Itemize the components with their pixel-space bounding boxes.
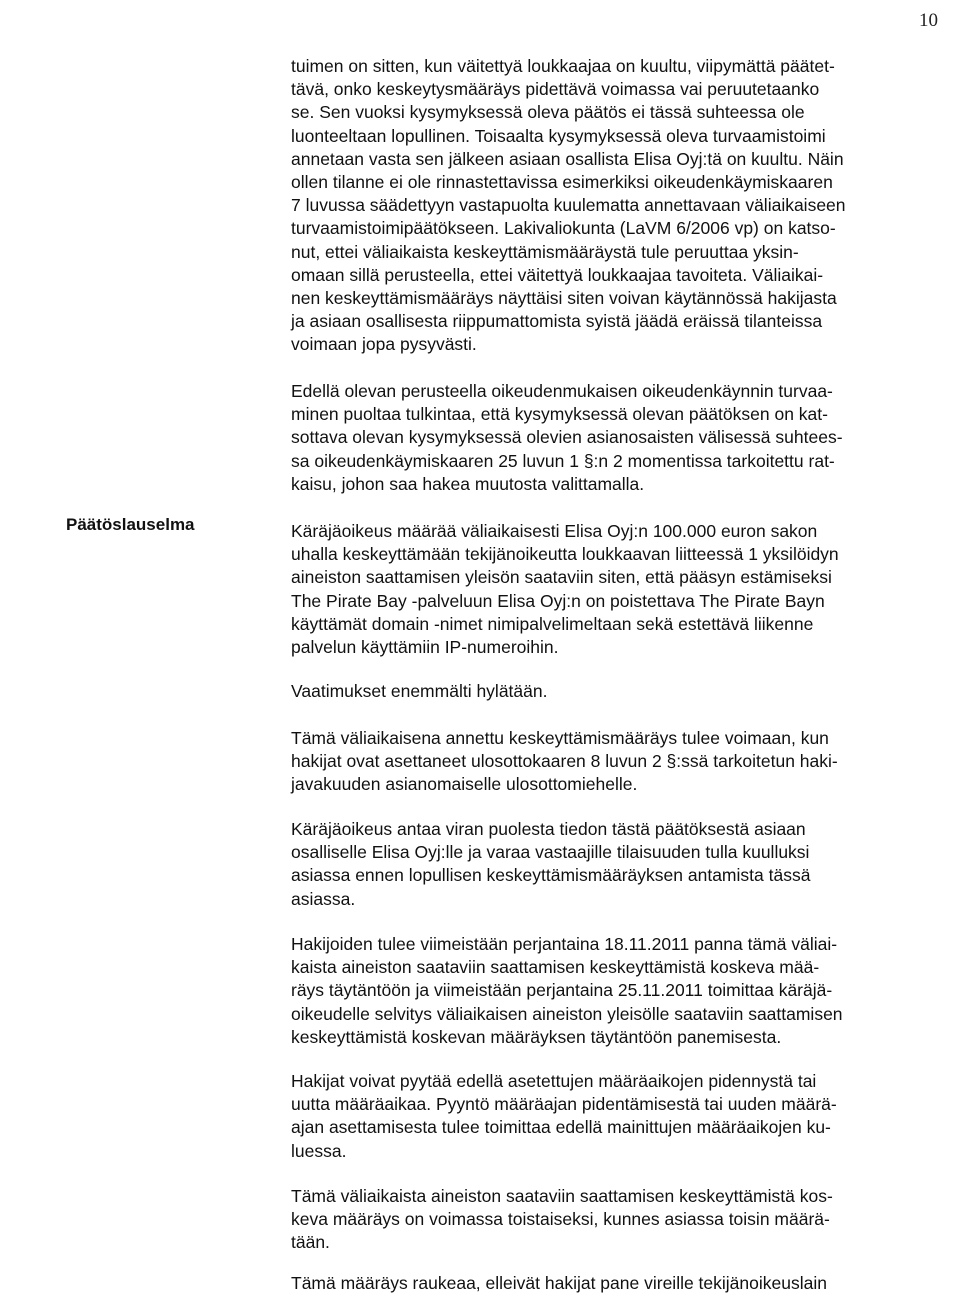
text-line: osalliselle Elisa Oyj:lle ja varaa vastaajille tilaisuuden tulla kuulluksi	[291, 842, 810, 863]
paragraph	[291, 727, 931, 797]
text-line: kaisu, johon saa hakea muutosta valittamalla.	[291, 473, 645, 494]
text-line: luonteeltaan lopullinen. Toisaalta kysymyksessä oleva turvaamistoimi	[291, 125, 826, 146]
text-line: Tämä väliaikaisena annettu keskeyttämismääräys tulee voimaan, kun	[291, 728, 829, 748]
text-line: ajan asettamisesta tulee toimittaa edellä mainittujen määräaikojen ku-	[291, 1117, 831, 1138]
text-line: Hakijoiden tulee viimeistään perjantaina 18.11.2011 panna tämä väliai-	[291, 934, 838, 954]
paragraph	[291, 1070, 931, 1163]
text-line: javakuuden asianomaiselle ulosottomiehelle.	[291, 774, 638, 795]
text-line: asiassa ennen lopullisen keskeyttämismääräyksen antamista tässä	[291, 865, 811, 886]
text-line: asiassa.	[291, 888, 356, 909]
text-line: Käräjäoikeus antaa viran puolesta tiedon tästä päätöksestä asiaan	[291, 819, 806, 839]
text-line: annetaan vasta sen jälkeen asiaan osallista Elisa Oyj:tä on kuultu. Näin	[291, 148, 844, 169]
text-line: omaan sillä perusteella, ettei väitettyä loukkaajaa tavoiteta. Väliaikai-	[291, 264, 824, 285]
text-line: uutta määräaikaa. Pyyntö määräajan pidentämisestä tai uuden määrä-	[291, 1094, 837, 1115]
text-line: palvelun käyttämiin IP-numeroihin.	[291, 637, 559, 658]
text-line: ollen tilanne ei ole rinnastettavissa esimerkiksi oikeudenkäymiskaaren	[291, 172, 833, 193]
paragraph	[291, 933, 931, 1049]
text-line: Edellä olevan perusteella oikeudenmukaisen oikeudenkäynnin turvaa-	[291, 381, 833, 401]
page-number: 10	[919, 10, 938, 31]
text-line: kaista aineiston saataviin saattamisen keskeyttämistä koskeva mää-	[291, 957, 820, 978]
text-line: nut, ettei väliaikaista keskeyttämismääräystä tule peruuttaa yksin-	[291, 241, 799, 262]
text-line: The Pirate Bay -palveluun Elisa Oyj:n on poistettava The Pirate Bayn	[291, 590, 825, 611]
text-line: nen keskeyttämismääräys näyttäisi siten voivan käytännössä hakijasta	[291, 288, 837, 309]
text-line: sottava olevan kysymyksessä olevien asianosaisten välisessä suhtees-	[291, 427, 843, 448]
side-heading-paatoslauselma: Päätöslauselma	[66, 515, 195, 534]
text-line: Vaatimukset enemmälti hylätään.	[291, 681, 548, 701]
text-line: hakijat ovat asettaneet ulosottokaaren 8 luvun 2 §:ssä tarkoitetun haki-	[291, 751, 838, 772]
paragraph	[291, 818, 931, 911]
text-line: keva määräys on voimassa toistaiseksi, kunnes asiassa toisin määrä-	[291, 1209, 830, 1230]
text-line: käyttämät domain -nimet nimipalvelimeltaan sekä estettävä liikenne	[291, 613, 814, 634]
text-line: oikeudelle selvitys väliaikaisen aineiston yleisölle saataviin saattamisen	[291, 1003, 843, 1024]
text-line: tään.	[291, 1232, 330, 1253]
text-line: Tämä määräys raukeaa, elleivät hakijat pane vireille tekijänoikeuslain	[291, 1273, 827, 1293]
paragraph	[291, 680, 931, 703]
text-line: Käräjäoikeus määrää väliaikaisesti Elisa Oyj:n 100.000 euron sakon	[291, 521, 818, 541]
text-line: uhalla keskeyttämään tekijänoikeutta loukkaavan liitteessä 1 yksilöidyn	[291, 544, 839, 565]
text-line: minen puoltaa tulkintaa, että kysymyksessä olevan päätöksen on kat-	[291, 404, 828, 425]
paragraph	[291, 380, 931, 496]
text-line: Tämä väliaikaista aineiston saataviin saattamisen keskeyttämistä kos-	[291, 1186, 833, 1206]
paragraph	[291, 1185, 931, 1255]
text-line: sa oikeudenkäymiskaaren 25 luvun 1 §:n 2 momentissa tarkoitettu rat-	[291, 450, 835, 471]
text-line: voimaan jopa pysyvästi.	[291, 334, 477, 355]
text-line: 7 luvussa säädettyyn vastapuolta kuulematta annettavaan väliaikaiseen	[291, 195, 846, 216]
text-line: ja asiaan osallisesta riippumattomista syistä jäädä eräissä tilanteissa	[291, 311, 823, 332]
paragraph	[291, 520, 931, 659]
paragraph	[291, 1272, 931, 1295]
text-line: aineiston saattamisen yleisön saataviin siten, että pääsyn estämiseksi	[291, 567, 832, 588]
text-line: Hakijat voivat pyytää edellä asetettujen määräaikojen pidennystä tai	[291, 1071, 817, 1091]
text-line: luessa.	[291, 1140, 347, 1161]
text-line: tuimen on sitten, kun väitettyä loukkaajaa on kuultu, viipymättä päätet-	[291, 56, 835, 76]
text-line: tävä, onko keskeytysmääräys pidettävä voimassa vai peruutetaanko	[291, 79, 820, 100]
text-line: räys täytäntöön ja viimeistään perjantaina 25.11.2011 toimittaa käräjä-	[291, 980, 833, 1001]
text-line: keskeyttämistä koskevan määräyksen täytäntöön panemisesta.	[291, 1026, 782, 1047]
paragraph	[291, 55, 931, 357]
text-line: se. Sen vuoksi kysymyksessä oleva päätös ei tässä suhteessa ole	[291, 102, 805, 123]
text-line: turvaamistoimipäätökseen. Lakivaliokunta (LaVM 6/2006 vp) on katso-	[291, 218, 836, 239]
